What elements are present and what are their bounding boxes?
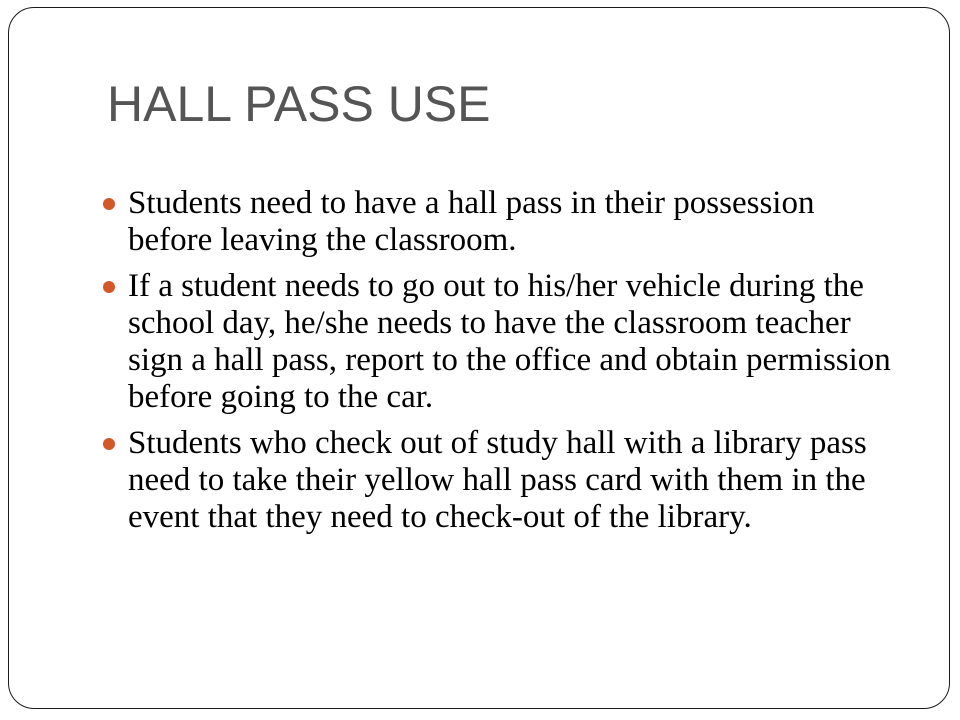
bullet-list <box>103 185 903 545</box>
bullet-text: Students who check out of study hall with a library pass need to take their yellow hall pass card with them in the event that they need to check-out of the library. <box>128 425 867 535</box>
bullet-dot-icon <box>103 281 115 293</box>
slide-title: HALL PASS USE <box>107 76 491 132</box>
bullet-item <box>103 268 903 416</box>
bullet-text: Students need to have a hall pass in their possession before leaving the classroom. <box>128 185 815 258</box>
bullet-dot-icon <box>103 198 115 210</box>
bullet-dot-icon <box>103 438 115 450</box>
bullet-item <box>103 425 903 536</box>
bullet-text: If a student needs to go out to his/her vehicle during the school day, he/she needs to have the classroom teacher sign a hall pass, report to the office and obtain permission before going to the car. <box>128 268 891 415</box>
bullet-item <box>103 185 903 259</box>
